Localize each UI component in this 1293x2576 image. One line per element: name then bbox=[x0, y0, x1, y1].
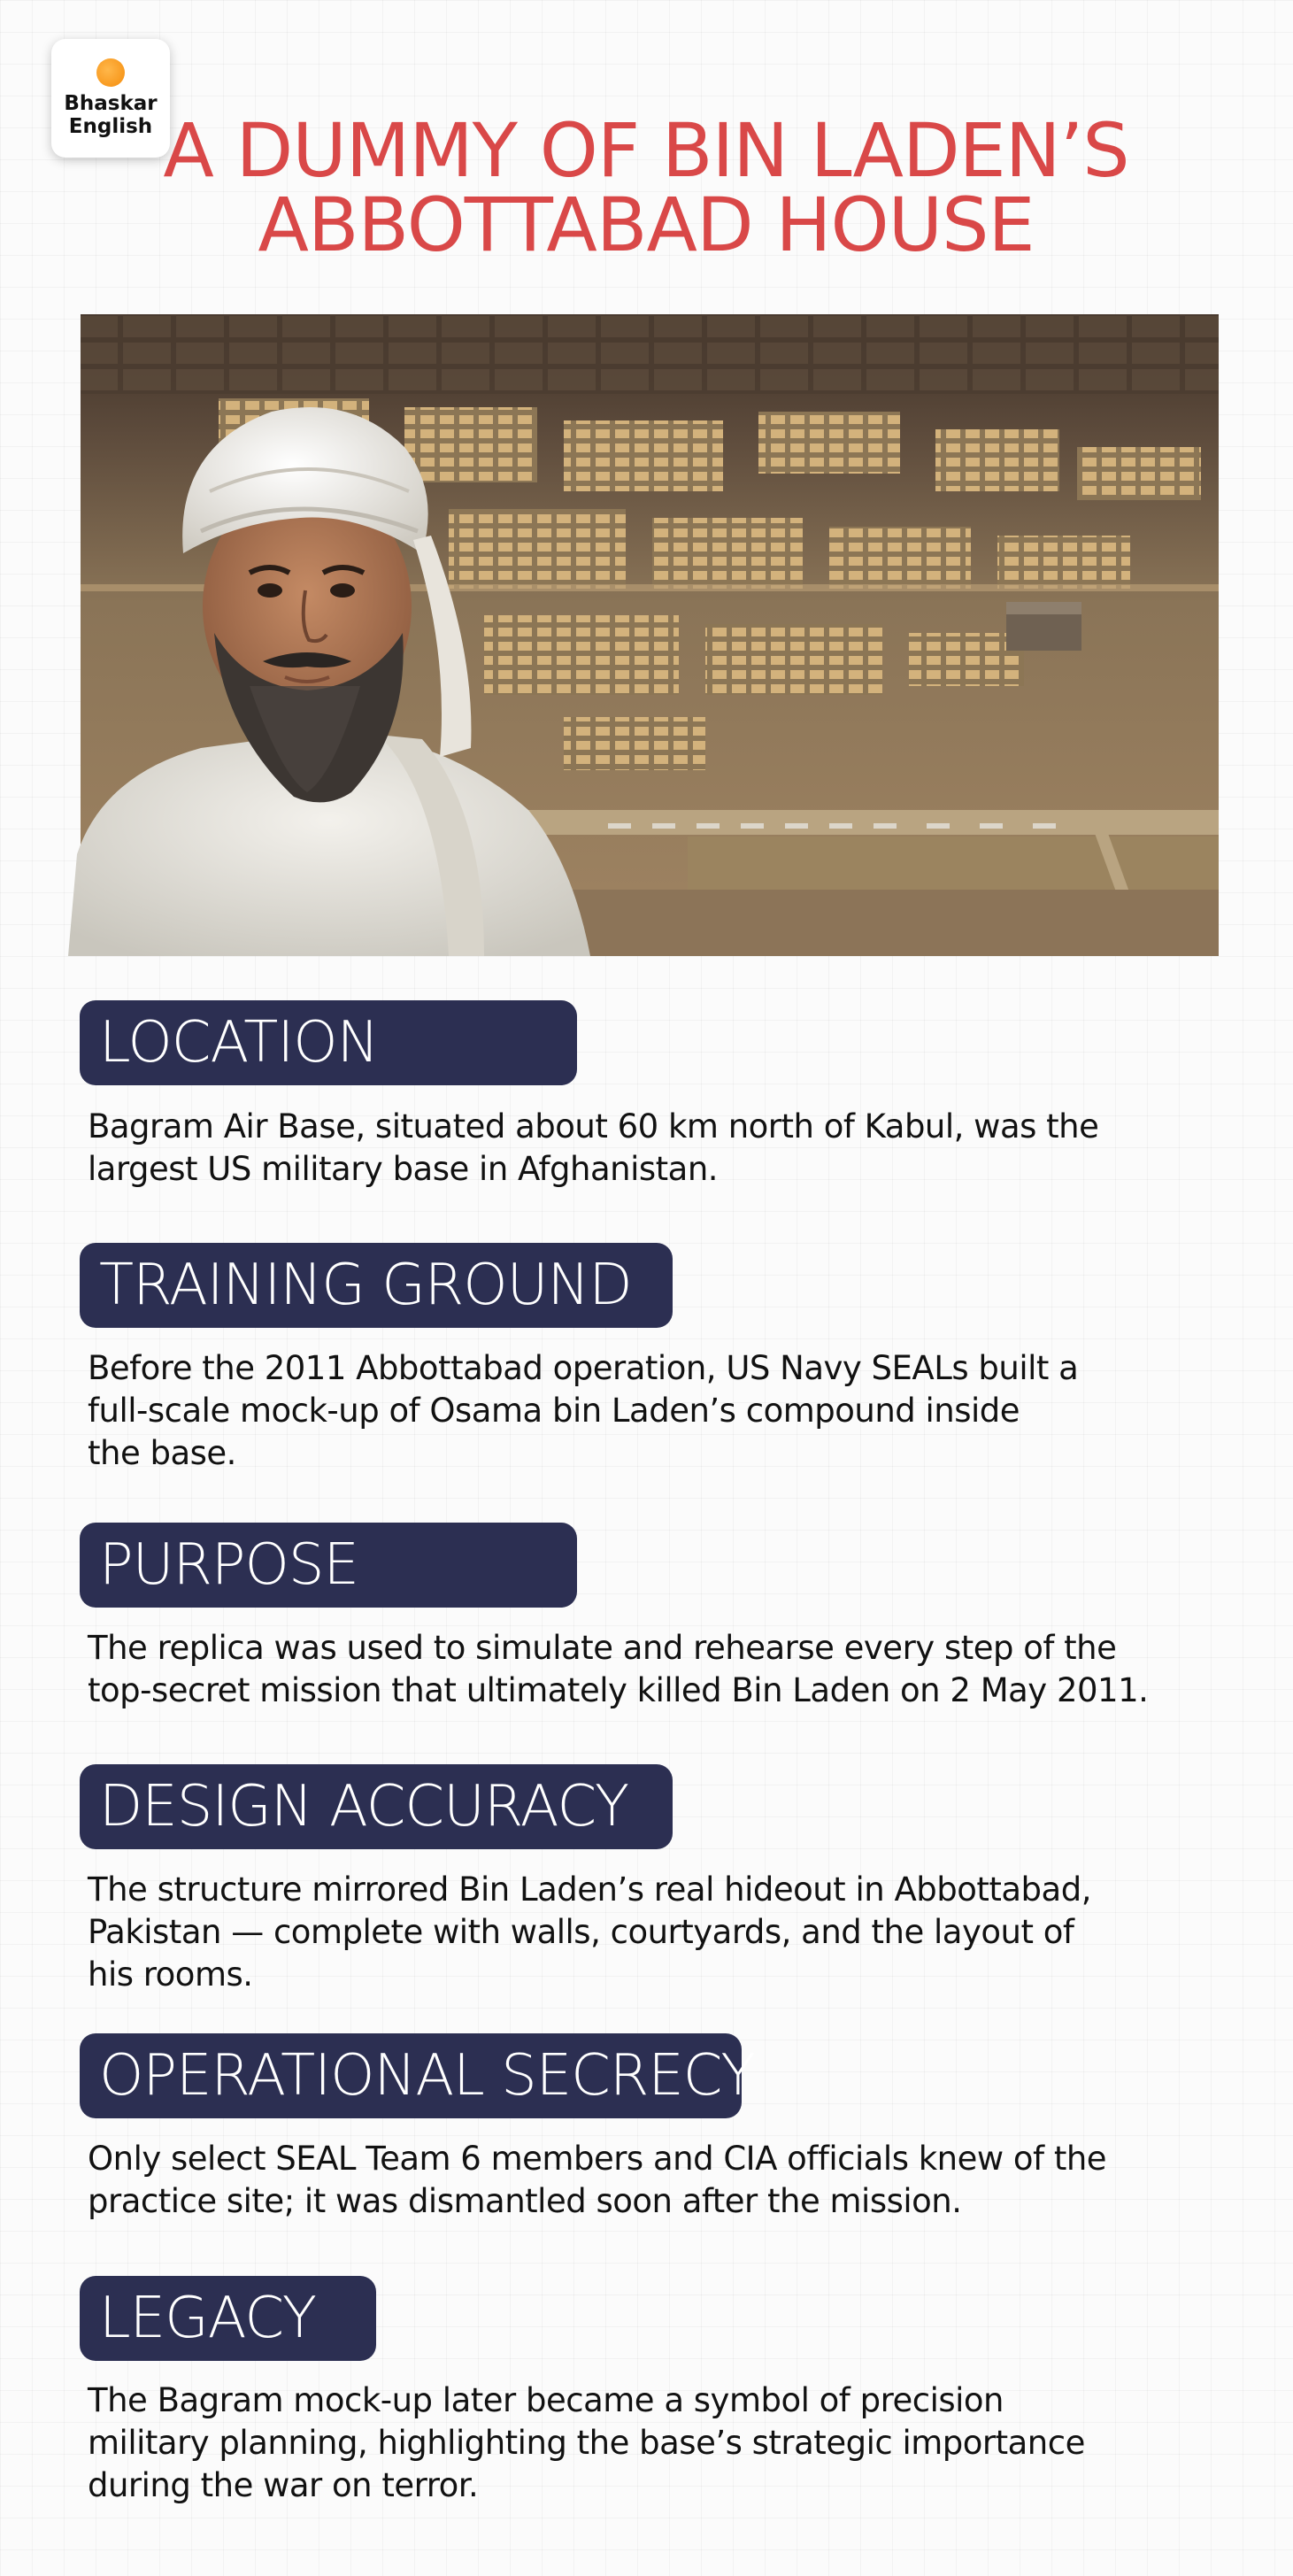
section-text-purpose bbox=[88, 1627, 1194, 1712]
section-text-line: practice site; it was dismantled soon after the mission. bbox=[88, 2182, 962, 2220]
section-text-operational-secrecy bbox=[88, 2138, 1194, 2223]
section-text-line: top-secret mission that ultimately killed Bin Laden on 2 May 2011. bbox=[88, 1671, 1149, 1709]
hero-image bbox=[68, 314, 1219, 956]
logo-name-line1: Bhaskar bbox=[64, 92, 158, 115]
section-heading-legacy: LEGACY bbox=[80, 2276, 376, 2361]
section-text-location bbox=[88, 1106, 1194, 1191]
section-heading-operational-secrecy: OPERATIONAL SECRECY bbox=[80, 2033, 742, 2118]
section-heading-location: LOCATION bbox=[80, 1000, 577, 1085]
section-text-line: Pakistan — complete with walls, courtyards, and the layout of bbox=[88, 1913, 1074, 1951]
logo-dot-icon bbox=[96, 58, 125, 87]
section-text-line: his rooms. bbox=[88, 1955, 253, 1994]
section-text-design-accuracy bbox=[88, 1869, 1194, 1996]
section-heading-design-accuracy: DESIGN ACCURACY bbox=[80, 1764, 673, 1849]
section-text-line: largest US military base in Afghanistan. bbox=[88, 1150, 719, 1188]
title-line-2: ABBOTTABAD HOUSE bbox=[258, 181, 1035, 268]
logo-name-line2: English bbox=[68, 115, 153, 138]
section-text-line: Bagram Air Base, situated about 60 km north of Kabul, was the bbox=[88, 1107, 1099, 1145]
section-text-line: during the war on terror. bbox=[88, 2466, 479, 2504]
page-title bbox=[124, 107, 1168, 268]
section-text-legacy bbox=[88, 2379, 1194, 2507]
section-text-line: The structure mirrored Bin Laden’s real hideout in Abbottabad, bbox=[88, 1870, 1091, 1909]
section-text-line: the base. bbox=[88, 1434, 236, 1472]
section-text-line: Only select SEAL Team 6 members and CIA officials knew of the bbox=[88, 2140, 1107, 2178]
section-heading-purpose: PURPOSE bbox=[80, 1523, 577, 1608]
section-text-line: military planning, highlighting the base’s strategic importance bbox=[88, 2424, 1085, 2462]
title-line-1: A DUMMY OF BIN LADEN’S bbox=[163, 107, 1129, 194]
section-text-line: full-scale mock-up of Osama bin Laden’s compound inside bbox=[88, 1392, 1020, 1430]
section-text-line: The replica was used to simulate and rehearse every step of the bbox=[88, 1629, 1117, 1667]
section-text-line: Before the 2011 Abbottabad operation, US Navy SEALs built a bbox=[88, 1349, 1079, 1387]
section-heading-training-ground: TRAINING GROUND bbox=[80, 1243, 673, 1328]
section-text-training-ground bbox=[88, 1347, 1194, 1475]
section-text-line: The Bagram mock-up later became a symbol of precision bbox=[88, 2381, 1004, 2419]
